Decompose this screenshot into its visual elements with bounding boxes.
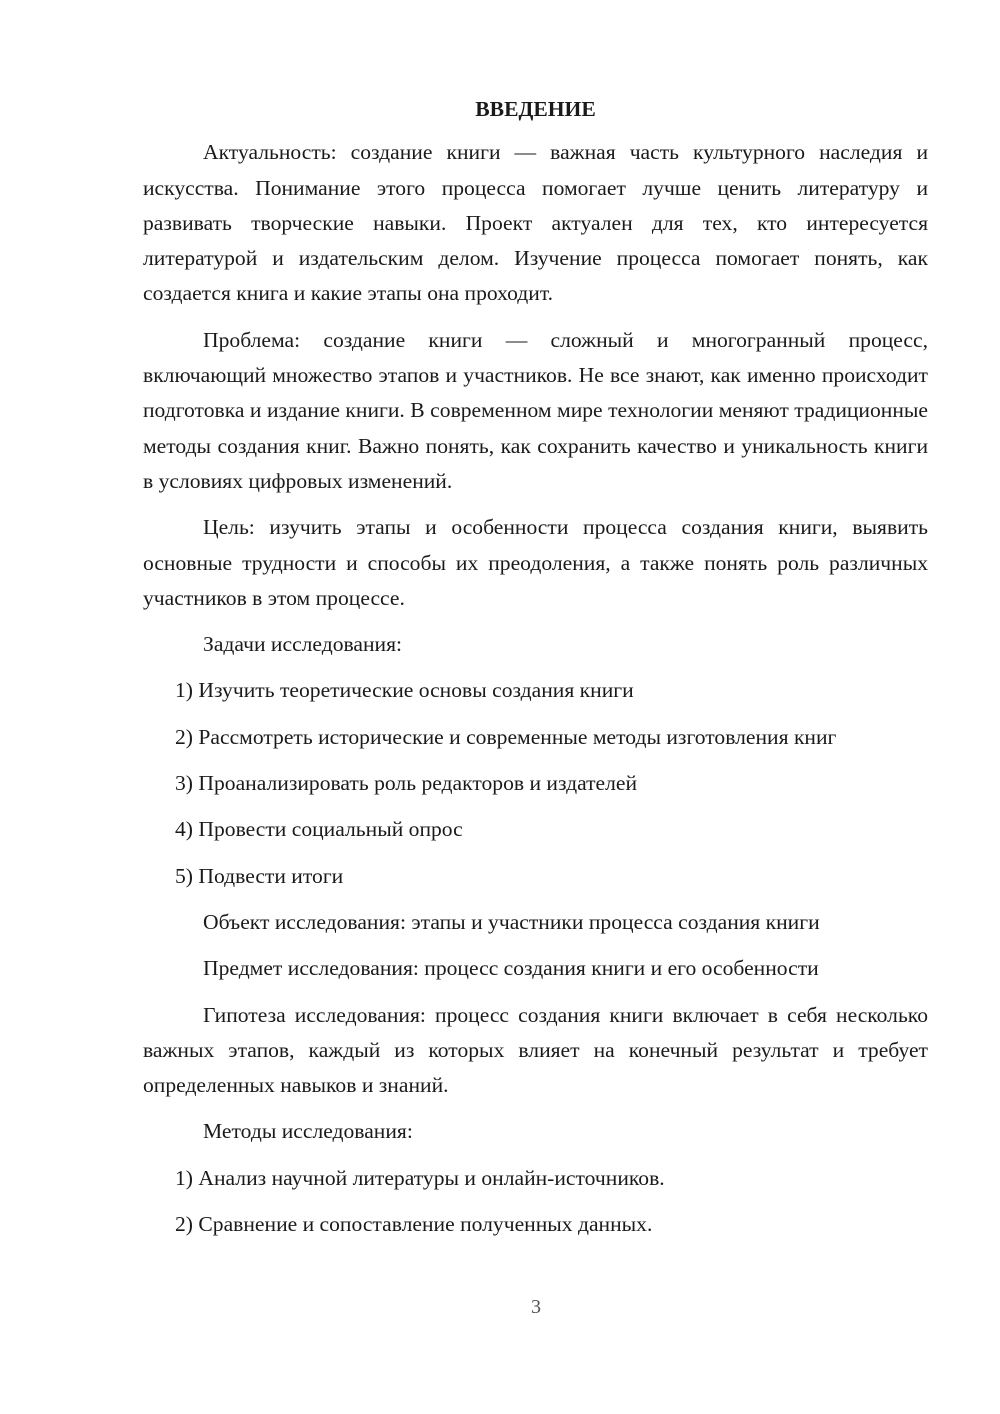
task-item: 4) Провести социальный опрос [175, 817, 463, 842]
page-number: 3 [531, 1296, 541, 1318]
section-heading: ВВЕДЕНИЕ [475, 97, 596, 121]
method-item: 2) Сравнение и сопоставление полученных данных. [175, 1212, 653, 1237]
document-page [143, 92, 928, 1242]
subject-paragraph: Предмет исследования: процесс создания книги и его особенности [203, 956, 819, 981]
relevance-paragraph: Актуальность: создание книги — важная часть культурного наследия и искусства. Понимание этого процесса помогает лучше ценить литературу и развивать творческие навыки. Проект актуален для тех, кто интересуется литературой и издательским делом. Изучение процесса помогает понять, как создается книга и какие этапы она проходит. [143, 140, 928, 306]
object-paragraph: Объект исследования: этапы и участники процесса создания книги [203, 909, 820, 934]
task-item: 5) Подвести итоги [175, 863, 344, 888]
method-item: 1) Анализ научной литературы и онлайн-источников. [175, 1165, 665, 1190]
goal-paragraph: Цель: изучить этапы и особенности процесса создания книги, выявить основные трудности и способы их преодоления, а также понять роль различных участников в этом процессе. [143, 515, 928, 610]
task-item: 2) Рассмотреть исторические и современные методы изготовления книг [175, 724, 837, 749]
problem-paragraph: Проблема: создание книги — сложный и многогранный процесс, включающий множество этапов и участников. Не все знают, как именно происходит подготовка и издание книги. В современном мире технологии меняют традиционные методы создания книг. Важно понять, как сохранить качество и уникальность книги в условиях цифровых изменений. [143, 327, 928, 493]
methods-title: Методы исследования: [203, 1119, 413, 1144]
tasks-title: Задачи исследования: [203, 632, 403, 657]
hypothesis-paragraph: Гипотеза исследования: процесс создания книги включает в себя несколько важных этапов, каждый из которых влияет на конечный результат и требует определенных навыков и знаний. [143, 1002, 928, 1098]
task-item: 1) Изучить теоретические основы создания книги [175, 678, 634, 703]
task-item: 3) Проанализировать роль редакторов и издателей [175, 771, 638, 796]
